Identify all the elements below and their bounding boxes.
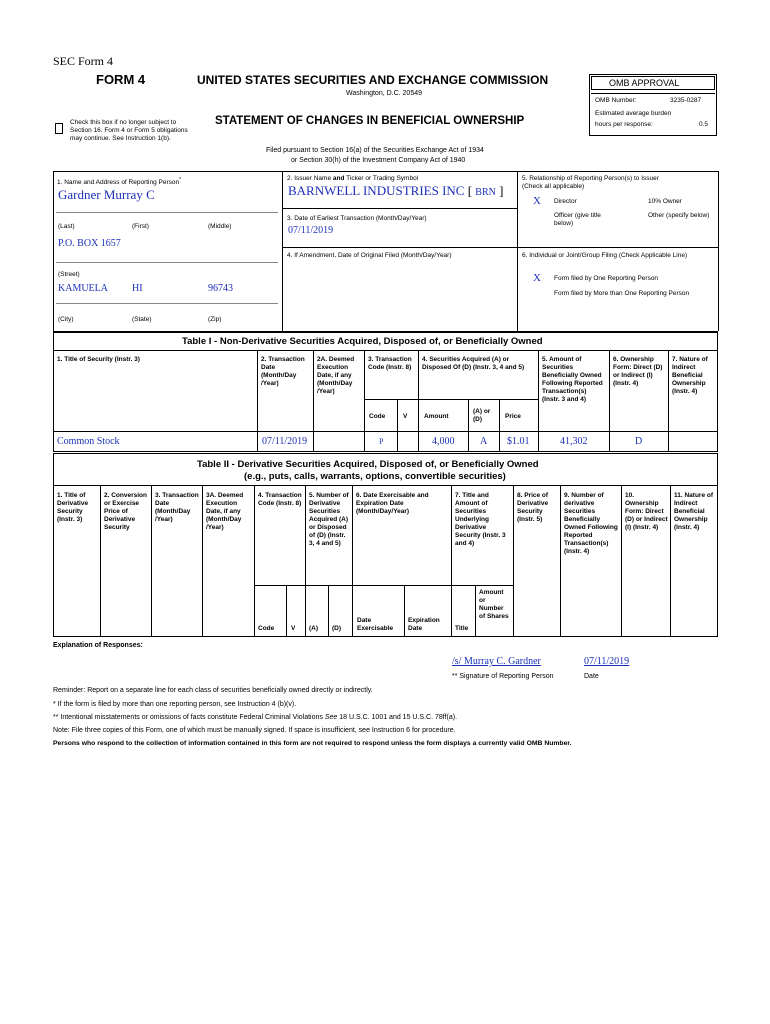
t1-aord-header: (A) or (D): [473, 408, 491, 423]
t1-row-price: $1.01: [507, 436, 530, 447]
no-longer-subject-checkbox[interactable]: [55, 123, 63, 134]
t1-col7-header: 7. Nature of Indirect Beneficial Ownership (Instr. 4): [672, 356, 708, 395]
checkbox-text: Check this box if no longer subject to Section 16. Form 4 or Form 5 obligations may continue. See Instruction 1(b).: [70, 119, 188, 142]
street-value: P.O. BOX 1657: [58, 238, 121, 249]
t2-col5-header: 5. Number of Derivative Securities Acquired (A) or Disposed of (D) (Instr. 3, 4 and 5): [309, 492, 349, 547]
form-label: FORM 4: [96, 72, 146, 87]
first-label: (First): [132, 223, 149, 230]
omb-burden-label: Estimated average burden: [595, 110, 672, 117]
ten-percent-owner-label: 10% Owner: [648, 198, 682, 205]
t2-col2-header: 2. Conversion or Exercise Price of Derivative Security: [104, 492, 147, 531]
reporting-person-name: Gardner Murray C: [58, 187, 155, 202]
omb-number-label: OMB Number:: [595, 97, 637, 104]
t2-a-header: (A): [309, 625, 319, 632]
sec-form-label: SEC Form 4: [53, 54, 114, 68]
t1-amount-header: Amount: [424, 413, 449, 420]
last-label: (Last): [58, 223, 75, 230]
zip-value: 96743: [208, 283, 233, 294]
officer-label: Officer (give title below): [554, 212, 601, 227]
state-label: (State): [132, 316, 152, 323]
t2-title-header: Title: [455, 625, 469, 632]
t1-row-form: D: [635, 436, 643, 447]
t1-row-code: P: [379, 437, 384, 446]
middle-label: (Middle): [208, 223, 232, 230]
note-4: Persons who respond to the collection of information contained in this form are not required to respond unless the form displays a currently valid OMB Number.: [53, 740, 572, 747]
t2-v-header: V: [291, 625, 296, 632]
box4-label: 4. If Amendment, Date of Original Filed (Month/Day/Year): [287, 252, 452, 259]
more-persons-label: Form filed by More than One Reporting Person: [554, 290, 690, 297]
t2-col6-header: 6. Date Exercisable and Expiration Date (Month/Day/Year): [356, 492, 429, 515]
box5-sublabel: (Check all applicable): [522, 183, 585, 190]
filed-pursuant-line1: Filed pursuant to Section 16(a) of the Securities Exchange Act of 1934: [266, 147, 484, 154]
t1-col3-header: 3. Transaction Code (Instr. 8): [368, 356, 412, 371]
t2-col9-header: 9. Number of derivative Securities Beneficially Owned Following Reported Transaction(s) (Instr. 4): [564, 492, 618, 555]
omb-hours-label: hours per response:: [595, 121, 653, 128]
director-label: Director: [554, 198, 577, 205]
t1-row-amount: 4,000: [432, 436, 455, 447]
box5-label: 5. Relationship of Reporting Person(s) to Issuer: [522, 175, 659, 182]
t1-v-header: V: [403, 413, 408, 420]
street-label: (Street): [58, 271, 80, 278]
t2-col8-header: 8. Price of Derivative Security (Instr. 5): [517, 492, 549, 523]
t1-col5-header: 5. Amount of Securities Beneficially Owned Following Reported Transaction(s) (Instr. 3 and 4): [542, 356, 603, 403]
omb-hours-value: 0.5: [699, 121, 709, 128]
note-3: Note: File three copies of this Form, one of which must be manually signed. If space is insufficient, see Instruction 6 for procedure.: [53, 727, 456, 734]
city-value: KAMUELA: [58, 283, 108, 294]
t1-code-header: Code: [369, 413, 386, 420]
t1-row-owned: 41,302: [560, 436, 588, 447]
signature-date: 07/11/2019: [584, 656, 630, 667]
t2-d-header: (D): [332, 625, 342, 632]
note-2: ** Intentional misstatements or omissions of facts constitute Federal Criminal Violations See 18 U.S.C. 1001 and 15 U.S.C. 78ff(a).: [53, 714, 458, 721]
t1-col2a-header: 2A. Deemed Execution Date, if any (Month/Day /Year): [317, 356, 355, 395]
t2-col11-header: 11. Nature of Indirect Beneficial Ownership (Instr. 4): [674, 492, 714, 531]
t2-col3-header: 3. Transaction Date (Month/Day /Year): [155, 492, 199, 523]
t2-exp-header: Expiration Date: [408, 617, 440, 632]
t1-col1-header: 1. Title of Security (Instr. 3): [57, 356, 140, 363]
t1-col4-header: 4. Securities Acquired (A) or Disposed Of (D) (Instr. 3, 4 and 5): [422, 356, 525, 371]
state-value: HI: [132, 283, 143, 294]
date-label: Date: [584, 673, 599, 680]
t1-col6-header: 6. Ownership Form: Direct (D) or Indirect (I) (Instr. 4): [613, 356, 663, 387]
t2-code-header: Code: [258, 625, 275, 632]
director-mark[interactable]: X: [533, 195, 541, 207]
t1-col2-header: 2. Transaction Date (Month/Day /Year): [261, 356, 305, 387]
t1-row-title: Common Stock: [57, 436, 120, 447]
statement-title: STATEMENT OF CHANGES IN BENEFICIAL OWNERSHIP: [215, 115, 525, 127]
agency-location: Washington, D.C. 20549: [346, 90, 423, 97]
city-label: (City): [58, 316, 74, 323]
box3-label: 3. Date of Earliest Transaction (Month/Day/Year): [287, 215, 427, 222]
omb-title: OMB APPROVAL: [609, 78, 680, 88]
earliest-transaction-date: 07/11/2019: [288, 225, 334, 236]
t2-col3a-header: 3A. Deemed Execution Date, if any (Month/Day /Year): [206, 492, 244, 531]
omb-number-value: 3235-0287: [670, 97, 702, 104]
one-person-mark[interactable]: X: [533, 272, 541, 284]
t2-col7-header: 7. Title and Amount of Securities Underlying Derivative Security (Instr. 3 and 4): [455, 492, 506, 547]
t1-row-date: 07/11/2019: [262, 436, 308, 447]
other-label: Other (specify below): [648, 212, 710, 219]
table2-title: Table II - Derivative Securities Acquired, Disposed of, or Beneficially Owned: [197, 459, 539, 470]
t2-col4-header: 4. Transaction Code (Instr. 8): [258, 492, 302, 507]
zip-label: (Zip): [208, 316, 222, 323]
issuer-name: BARNWELL INDUSTRIES INC [ BRN ]: [288, 183, 504, 198]
t1-price-header: Price: [505, 413, 521, 420]
t2-col1-header: 1. Title of Derivative Security (Instr. 3): [57, 492, 89, 523]
filed-pursuant-line2: or Section 30(h) of the Investment Company Act of 1940: [291, 157, 466, 164]
note-1: * If the form is filed by more than one reporting person, see Instruction 4 (b)(v).: [53, 701, 297, 708]
signature-name: /s/ Murray C. Gardner: [452, 656, 541, 667]
agency-title: UNITED STATES SECURITIES AND EXCHANGE COMMISSION: [197, 73, 549, 87]
t2-col10-header: 10. Ownership Form: Direct (D) or Indirect (I) (Instr. 4): [625, 492, 668, 531]
signature-label: ** Signature of Reporting Person: [452, 673, 554, 680]
table2-subtitle: (e.g., puts, calls, warrants, options, convertible securities): [244, 471, 506, 482]
box2-label: 2. Issuer Name and Ticker or Trading Symbol: [287, 175, 419, 182]
reminder-note: Reminder: Report on a separate line for each class of securities beneficially owned directly or indirectly.: [53, 687, 373, 694]
one-person-label: Form filed by One Reporting Person: [554, 275, 659, 282]
t1-row-aord: A: [480, 436, 488, 447]
box1-label: 1. Name and Address of Reporting Person*: [57, 177, 182, 187]
t2-date-ex-header: Date Exercisable: [357, 617, 394, 632]
t2-amt-shares-header: Amount or Number of Shares: [479, 589, 509, 620]
explanation-label: Explanation of Responses:: [53, 642, 143, 649]
box6-label: 6. Individual or Joint/Group Filing (Check Applicable Line): [522, 252, 688, 259]
table1-title: Table I - Non-Derivative Securities Acquired, Disposed of, or Beneficially Owned: [182, 336, 543, 347]
